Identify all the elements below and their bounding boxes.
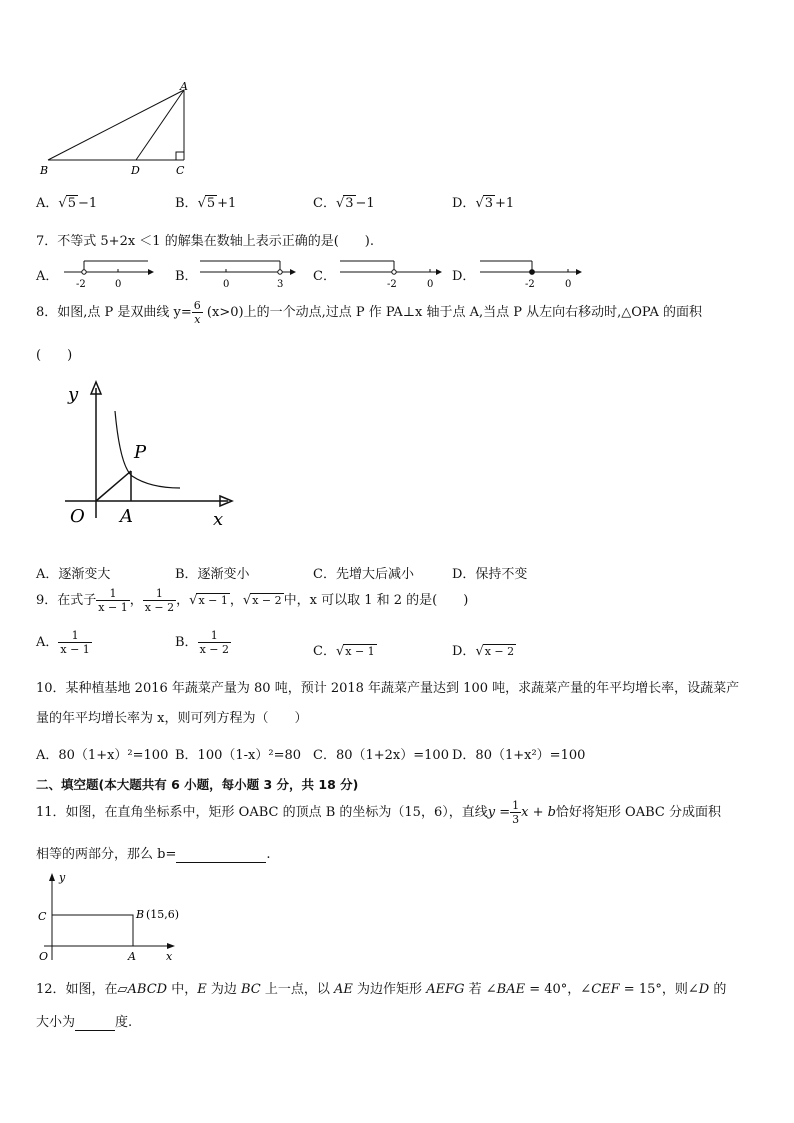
q10-option-c[interactable]: C．80（1+2x）=100 [313,748,449,763]
label-D: D [131,164,140,177]
q10-stem-line1: 10．某种植基地 2016 年蔬菜产量为 80 吨，预计 2018 年蔬菜产量达到 100 吨，求蔬菜产量的年平均增长率，设蔬菜产 [36,681,740,696]
label-O: O [39,950,49,963]
q8-stem: 8．如图,点 P 是双曲线 y= $\frac{6}{x}$ (x>0)上的一个动点,过点 P 作 PA⊥x 轴于点 A,当点 P 从左向右移动时,△OPA 的面积 [36,299,703,326]
q8-option-c[interactable]: C．先增大后减小 [313,567,414,582]
tick-label: 0 [115,279,122,290]
label-P: P [134,442,147,463]
q7-option-c-letter[interactable]: C． [313,269,336,284]
q7-option-b-letter[interactable]: B． [175,269,198,284]
q8-option-d[interactable]: D．保持不变 [452,567,528,582]
q11-answer-blank[interactable] [176,847,266,863]
q7-number-line-b [198,258,308,290]
q9-option-a[interactable]: A． $\frac{1}{x - 1}$ [36,629,90,656]
q9-stem: 9．在式子 $\frac{1}{x - 1}$ ， $\frac{1}{x - 2}$ ，√x − 1 ，√x − 2 中，x 可以取 1 和 2 的是( ) [36,587,469,614]
tick-label: -2 [525,279,535,290]
q6-option-b[interactable]: B．√5 +1 [175,196,237,211]
q9-option-b[interactable]: B． $\frac{1}{x - 2}$ [175,629,229,656]
tick-label: 3 [277,279,284,290]
q12-answer-blank[interactable] [75,1015,115,1031]
label-A: A [120,506,133,527]
q11-stem-line2: 相等的两部分，那么 b= . [36,847,271,862]
q12-stem-line2: 大小为 度. [36,1015,133,1030]
q10-stem-line2: 量的年平均增长率为 x，则可列方程为（ ） [36,711,308,726]
q7-option-a-letter[interactable]: A． [36,269,59,284]
q9-option-c[interactable]: C．√x − 1 [313,644,375,659]
label-C: C [176,164,185,177]
tick-label: 0 [223,279,230,290]
axis-label-y: y [59,871,66,884]
label-B: B [40,164,49,177]
q8-option-a[interactable]: A．逐渐变大 [36,567,111,582]
q7-stem: 7．不等式 5+2x ＜1 的解集在数轴上表示正确的是( ). [36,234,374,249]
q7-number-line-d [478,258,588,290]
q6-option-a[interactable]: A．√5 −1 [36,196,98,211]
tick-label: 0 [427,279,434,290]
triangle-figure [36,82,196,177]
label-A: A [128,950,136,963]
q7-number-line-a [62,258,162,290]
q8-option-b[interactable]: B．逐渐变小 [175,567,250,582]
q12-stem: 12．如图，在▱ABCD 中，E 为边 BC 上一点，以 AE 为边作矩形 AEFG 若 ∠BAE = 40°，∠CEF = 15°，则∠D 的 [36,982,727,997]
q6-option-c[interactable]: C．√3 −1 [313,196,375,211]
label-B-coord: (15,6) [146,908,180,921]
tick-label: -2 [76,279,86,290]
hyperbola-figure [60,378,240,528]
q11-stem: 11．如图，在直角坐标系中，矩形 OABC 的顶点 B 的坐标为（15，6），直线y = $\frac{1}{3}$ x + b恰好将矩形 OABC 分成面积 [36,799,721,826]
label-B: B [136,908,145,921]
tick-label: -2 [387,279,397,290]
tick-label: 0 [565,279,572,290]
label-O: O [70,506,85,527]
q10-option-a[interactable]: A．80（1+x）²=100 [36,748,169,763]
label-A: A [180,82,188,93]
q9-option-d[interactable]: D．√x − 2 [452,644,515,659]
axis-label-x: x [213,509,224,528]
axis-label-y: y [68,384,79,405]
axis-label-x: x [166,950,173,963]
q10-option-d[interactable]: D．80（1+x²）=100 [452,748,586,763]
q7-option-d-letter[interactable]: D． [452,269,476,284]
q8-paren: ( ) [36,348,73,363]
rectangle-figure [32,870,192,965]
q7-number-line-c [338,258,448,290]
q6-option-d[interactable]: D．√3 +1 [452,196,515,211]
section-heading: 二、填空题(本大题共有 6 小题，每小题 3 分，共 18 分) [36,777,359,792]
q10-option-b[interactable]: B．100（1-x）²=80 [175,748,302,763]
label-C: C [38,910,47,923]
